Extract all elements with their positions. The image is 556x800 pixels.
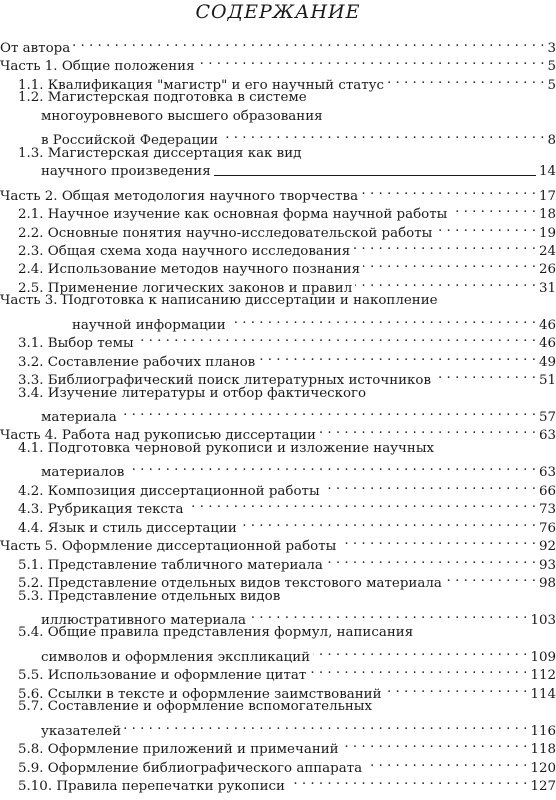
toc-page-number: 5 [547, 77, 556, 93]
toc-entry-text: 2.2. Основные понятия научно-исследовательской работы [18, 225, 433, 241]
toc-leader-dots [73, 33, 544, 52]
toc-entry [18, 70, 556, 93]
toc-entry-text: 2.4. Использование методов научного познания [18, 262, 361, 278]
toc-entry-text: 5.4. Общие правила представления формул, написания [18, 625, 414, 641]
toc-page-number: 92 [538, 539, 556, 555]
toc-entry-text: Часть 1. Общие положения [0, 59, 195, 75]
toc-leader-dots [258, 347, 536, 366]
toc-entry [18, 384, 556, 403]
toc-entry [18, 199, 556, 223]
toc-entry-text: 5.3. Представление отдельных видов [18, 588, 281, 604]
toc-entry [18, 513, 556, 536]
toc-entry-text: 1.3. Магистерская диссертация как вид [18, 145, 302, 161]
toc-entry-text: символов и оформления экспликаций [41, 649, 311, 665]
toc-leader-dots [385, 679, 528, 698]
toc-leader-dots [313, 642, 527, 661]
toc-entry-text: 2.3. Общая схема хода научного исследования [18, 243, 351, 259]
toc-leader-dots [229, 310, 536, 329]
toc-entry [0, 181, 556, 204]
toc-entry [41, 642, 556, 665]
toc-entry-text: 5.6. Ссылки в тексте и оформление заимствований [18, 686, 382, 702]
toc-leader-dots [221, 125, 544, 144]
toc-page-number: 63 [538, 465, 556, 481]
toc-entry-text: материала [41, 410, 117, 425]
toc-leader-dots [319, 420, 536, 439]
toc-entry-text: научного произведения [41, 164, 211, 180]
toc-page-number: 26 [538, 262, 556, 278]
toc-entry [18, 476, 556, 499]
toc-page-number: 120 [530, 760, 556, 776]
toc-entry [18, 550, 556, 573]
toc-entry [72, 310, 556, 333]
toc-entry-text: 5.5. Использование и оформление цитат [18, 668, 307, 684]
toc-entry-text: 3.2. Составление рабочих планов [18, 354, 256, 370]
toc-entry [18, 679, 556, 702]
toc-entry [18, 753, 556, 776]
toc-leader-dots [434, 365, 536, 384]
toc-entry [18, 734, 556, 758]
toc-page-number: 14 [538, 164, 556, 180]
toc-leader-dots [363, 254, 536, 273]
toc-entry-text: Часть 5. Оформление диссертационной работы [0, 539, 337, 555]
toc-entry-text: указателей [41, 723, 122, 739]
toc-entry-text: 5.1. Представление табличного материала [18, 557, 323, 573]
toc-entry-text: Часть 2. Общая методология научного творчества [0, 188, 359, 204]
toc-entry-text: 5.2. Представление отдельных видов текстового материала [18, 576, 442, 592]
toc-entry-text: 5.8. Оформление приложений и примечаний [18, 742, 339, 758]
toc-entry-text: научной информации [72, 317, 226, 333]
toc-leader-dots [214, 162, 536, 176]
toc-leader-dots [198, 51, 545, 70]
toc-page-number: 46 [538, 336, 556, 352]
toc-entry [18, 347, 556, 370]
toc-entry-text: 1.2. Магистерская подготовка в системе [18, 90, 307, 106]
toc-entry-text: 3.1. Выбор темы [18, 336, 134, 352]
toc-entry [41, 457, 556, 481]
toc-entry [41, 716, 556, 739]
toc-leader-dots [355, 273, 536, 292]
toc-entry [41, 107, 556, 126]
toc-leader-dots [342, 734, 528, 753]
toc-page-number: 8 [547, 133, 556, 149]
toc-leader-dots [387, 70, 544, 89]
toc-page-number: 31 [538, 280, 556, 296]
toc-page-number: 118 [530, 742, 556, 758]
toc-leader-dots [288, 771, 528, 790]
toc-entry [18, 88, 556, 107]
toc-page-number: 17 [538, 188, 556, 204]
toc-entry-text: 2.5. Применение логических законов и правил [18, 280, 353, 296]
toc-leader-dots [186, 494, 536, 513]
toc-entry-text: материалов [41, 465, 125, 481]
toc-leader-dots [120, 402, 536, 421]
toc-page-number: 19 [538, 225, 556, 241]
toc-page-number: 93 [538, 557, 556, 573]
toc-leader-dots [137, 328, 536, 347]
toc-entry [18, 365, 556, 389]
toc-entry [18, 273, 556, 296]
toc-page-number: 114 [530, 686, 556, 702]
toc-entry-text: 2.1. Научное изучение как основная форма научной работы [18, 207, 448, 223]
toc-page-number: 109 [530, 649, 556, 665]
toc-entry [41, 162, 556, 181]
toc-leader-dots [339, 531, 536, 550]
toc-entry-text: 3.3. Библиографический поиск литературных источников [18, 373, 432, 389]
page-title: СОДЕРЖАНИЕ [195, 1, 361, 23]
toc-entry [18, 587, 556, 606]
toc-entry-text: 4.4. Язык и стиль диссертации [18, 520, 237, 536]
toc-leader-dots [353, 236, 536, 255]
toc-page-number: 112 [530, 668, 556, 684]
toc-page-number: 51 [538, 373, 556, 389]
toc-entry [18, 660, 556, 684]
toc-entry [18, 328, 556, 352]
toc-entry-text: Часть 3. Подготовка к написанию диссертации и накопление [0, 293, 438, 309]
toc-entry [41, 402, 556, 425]
toc-page-number: 98 [538, 576, 556, 592]
toc-leader-dots [249, 605, 527, 624]
toc-entry [41, 605, 556, 628]
toc-entry-text: От автора [0, 41, 71, 56]
toc-leader-dots [240, 513, 536, 532]
toc-leader-dots [323, 476, 536, 495]
toc-leader-dots [435, 218, 536, 237]
toc-entry [18, 439, 556, 458]
toc-entry [18, 623, 556, 642]
toc-page-number: 73 [538, 502, 556, 518]
toc-page-number: 76 [538, 520, 556, 536]
toc-entry [18, 254, 556, 278]
toc-page-number: 103 [530, 612, 556, 628]
toc-entry [18, 494, 556, 518]
toc-entry [0, 51, 556, 75]
toc-leader-dots [365, 753, 527, 772]
toc-entry [18, 144, 556, 163]
toc-page-number: 127 [530, 779, 556, 794]
toc-page-number: 49 [538, 354, 556, 370]
toc-entry-text: 4.2. Композиция диссертационной работы [18, 483, 320, 499]
toc-entry [18, 236, 556, 259]
toc-entry-text: Часть 4. Работа над рукописью диссертации [0, 428, 316, 444]
toc-entry [18, 218, 556, 241]
toc-page-number: 5 [547, 59, 556, 75]
toc-entry-text: в Российской Федерации [41, 133, 219, 149]
toc-leader-dots [124, 716, 527, 735]
toc-leader-dots [127, 457, 536, 476]
toc-page-number: 24 [538, 243, 556, 259]
toc-entry-text: 1.1. Квалификация "магистр" и его научный статус [18, 77, 385, 93]
toc-entry-text: 3.4. Изучение литературы и отбор фактического [18, 385, 367, 401]
toc-entry [0, 291, 556, 310]
toc-leader-dots [445, 568, 536, 587]
toc-entry-text: 4.3. Рубрикация текста [18, 502, 184, 518]
toc-entry-text: 5.7. Составление и оформление вспомогательных [18, 699, 373, 715]
toc-page-number: 18 [538, 207, 556, 223]
toc-entry-text: 4.1. Подготовка черновой рукописи и изложение научных [18, 440, 435, 456]
toc-entry-text: многоуровневого высшего образования [41, 108, 323, 124]
toc-entry-text: иллюстративного материала [41, 612, 246, 628]
toc-page-number: 46 [538, 317, 556, 333]
toc-page-number: 57 [538, 410, 556, 425]
toc-leader-dots [326, 550, 536, 569]
toc-leader-dots [450, 199, 536, 218]
toc-leader-dots [309, 660, 527, 679]
toc-entry [18, 697, 556, 716]
toc-page-number: 116 [530, 723, 556, 739]
toc-entry [18, 771, 556, 794]
toc-page-number: 63 [538, 428, 556, 444]
toc-page-number: 3 [547, 41, 556, 56]
toc-entry [18, 568, 556, 592]
toc-entry [0, 33, 556, 56]
toc-page-number: 66 [538, 483, 556, 499]
toc-entry-text: 5.10. Правила перепечатки рукописи [18, 779, 285, 794]
toc-entry-text: 5.9. Оформление библиографического аппарата [18, 760, 363, 776]
toc-entry [41, 125, 556, 149]
toc-leader-dots [361, 181, 536, 200]
toc-entry [0, 531, 556, 555]
toc-entry [0, 420, 556, 444]
